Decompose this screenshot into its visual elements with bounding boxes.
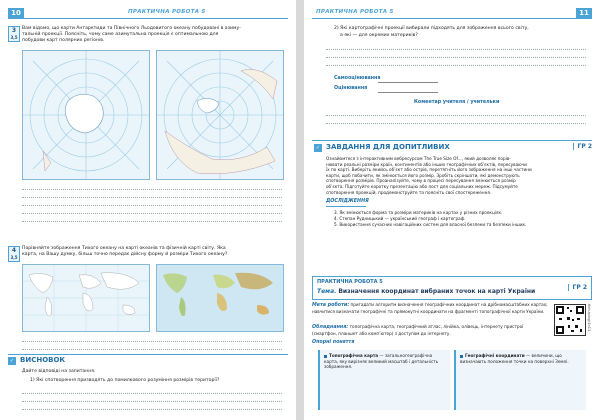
- task4-badge: [8, 246, 20, 262]
- evaluation-field[interactable]: [378, 92, 438, 93]
- right-page-header: [312, 8, 592, 19]
- right-page: [304, 0, 600, 420]
- qr-code-graphic: [555, 305, 585, 335]
- conclusion-item1: Дайте відповіді на запитання.: [22, 369, 96, 374]
- concepts-title: Опорні поняття: [312, 340, 355, 345]
- additional-group: ГР 2: [573, 143, 592, 150]
- task3-number: 3: [11, 27, 17, 34]
- conclusion-question: 1) Які спотворення призводять до помилкового розуміння розмірів території?: [30, 378, 220, 383]
- research-item: 3. Як змінюється форма та розміри материків на картах у різних проекціях.: [334, 210, 503, 215]
- practical-goal: [312, 302, 548, 314]
- left-page: [0, 0, 296, 420]
- concept1-term: Топографічна карта: [329, 353, 379, 358]
- research-title: ДОСЛІДЖЕННЯ: [326, 199, 369, 204]
- qr-caption: 6dh-tplogr1h11: [587, 304, 591, 332]
- task4-text: Порівняйте зображення Тихого океану на карті океанів та фізичній карті світу. Яка карта, на Вашу думку, більш точно передає дійсну форму й розміри Тихого океану?: [22, 246, 228, 257]
- self-assessment-label: Самооцінювання: [334, 76, 381, 81]
- conclusion-check-icon: ✓: [9, 358, 15, 364]
- right-header-title: ПРАКТИЧНА РОБОТА 5: [316, 9, 394, 15]
- research-list: [334, 210, 526, 228]
- research-underline: [326, 206, 366, 207]
- additional-text: Ознайомтеся з інтерактивним вебресурсом The True Size Of..., який дозволяє порів- нювати реальні розміри країн, континентів або інших географічних об’єктів, пересуваючи їх по карті. Виберіть якийсь об’єкт або острів, перетягніть його зображення на інші частини карти, щоб побачити, як змінюється його розмір. Зробіть скріншоти, які демонструють спотворення розмірів. Проаналізуйте, чому в процесі пересування змінюється розмір об’єкта. Підготуйте коротку презентацію або пост для соціальних мереж. Підсумуйте спотворення проекцій, продемонструйте та поясніть свої спостереження.: [326, 156, 532, 195]
- goal-text: пригадати алгоритм визначення географічних координат на дрібномасштабних картах; навчитися визначати географічні та прямокутні координати на фрагменті топографічної карти України.: [312, 302, 548, 314]
- antarctica-map-graphic: [23, 51, 149, 179]
- physical-world-map: [156, 264, 284, 332]
- conclusion-title: ВИСНОВОК: [20, 356, 66, 364]
- practical-work-box: [312, 276, 592, 300]
- practical-group: ГР 2: [568, 284, 587, 291]
- conclusion-bar: [8, 354, 288, 366]
- question2-cont: а які — для окремих материків?: [340, 33, 418, 38]
- additional-title: ЗАВДАННЯ ДЛЯ ДОПИТЛИВИХ: [326, 143, 450, 151]
- oceans-map-graphic: [23, 265, 149, 331]
- physical-world-map-graphic: [157, 265, 283, 331]
- practical-topic-line: [317, 288, 535, 295]
- self-assessment-field[interactable]: [378, 82, 438, 83]
- task3-answer-lines[interactable]: [22, 182, 282, 222]
- practical-equipment: [312, 324, 548, 336]
- oceans-map: [22, 264, 150, 332]
- question2-answer-lines[interactable]: [326, 42, 586, 66]
- additional-check-icon: ✓: [315, 145, 321, 151]
- arctic-map-graphic: [157, 51, 283, 179]
- bullet-icon: [324, 355, 327, 358]
- question2: 2) Які картографічні проекції вибирали підходять для зображення всього світу,: [334, 26, 529, 31]
- goal-label: Мета роботи:: [312, 303, 350, 308]
- research-item: 4. Степан Рудницький — український географ і картограф.: [334, 216, 466, 221]
- task4-answer-lines[interactable]: [22, 334, 282, 350]
- practical-topic-label: Тема.: [317, 288, 337, 295]
- practical-label: ПРАКТИЧНА РОБОТА 5: [317, 279, 383, 285]
- conclusion-answer-lines[interactable]: [22, 386, 282, 410]
- arctic-map: [156, 50, 284, 180]
- additional-bar: [312, 140, 592, 152]
- task3-text: Вам відомо, що карти Антарктиди та Північного Льодовитого океану побудовані в азиму- тальній проекції. Поясніть, чому саме азимутальна проекція є оптимальною для побудови карт полярних регіонів.: [22, 26, 241, 43]
- left-page-number: 10: [8, 8, 24, 18]
- antarctica-map: [22, 50, 150, 180]
- teacher-comment-lines[interactable]: [326, 108, 586, 124]
- left-page-header: [8, 8, 288, 19]
- concept1-text: — загальногеографічна карта, яку вирізняє великий масштаб і детальність зображення.: [324, 353, 439, 370]
- task3-level: 3,5: [10, 35, 18, 40]
- concept2-text: — величини, що визначають положення точки на поверхні Землі.: [460, 353, 569, 364]
- concept2-term: Географічні координати: [465, 353, 525, 358]
- task4-number: 4: [11, 247, 17, 254]
- qr-code[interactable]: [554, 304, 586, 336]
- concept-topographic-map: [318, 350, 450, 410]
- research-item: 5. Використання сучасних навігаційних систем для власної безпеки та безпеки інших.: [334, 222, 527, 227]
- task4-level: 3,5: [10, 255, 18, 260]
- teacher-comment-label: Коментар учителя / учительки: [414, 100, 500, 105]
- concept-geographic-coordinates: [454, 350, 586, 410]
- equipment-text: топографічна карта, географічний атлас, лінійка, олівець, інтернету пристрої (смартфон, планшет або комп’ютер) з доступом до інтернету.: [312, 324, 524, 336]
- task3-badge: [8, 26, 20, 42]
- equipment-label: Обладнання:: [312, 325, 349, 330]
- left-header-title: ПРАКТИЧНА РОБОТА 5: [128, 9, 206, 15]
- bullet-icon: [460, 355, 463, 358]
- evaluation-label: Оцінювання: [334, 86, 368, 91]
- practical-topic: Визначення координат вибраних точок на карті України: [338, 288, 536, 295]
- right-page-number: 11: [576, 8, 592, 18]
